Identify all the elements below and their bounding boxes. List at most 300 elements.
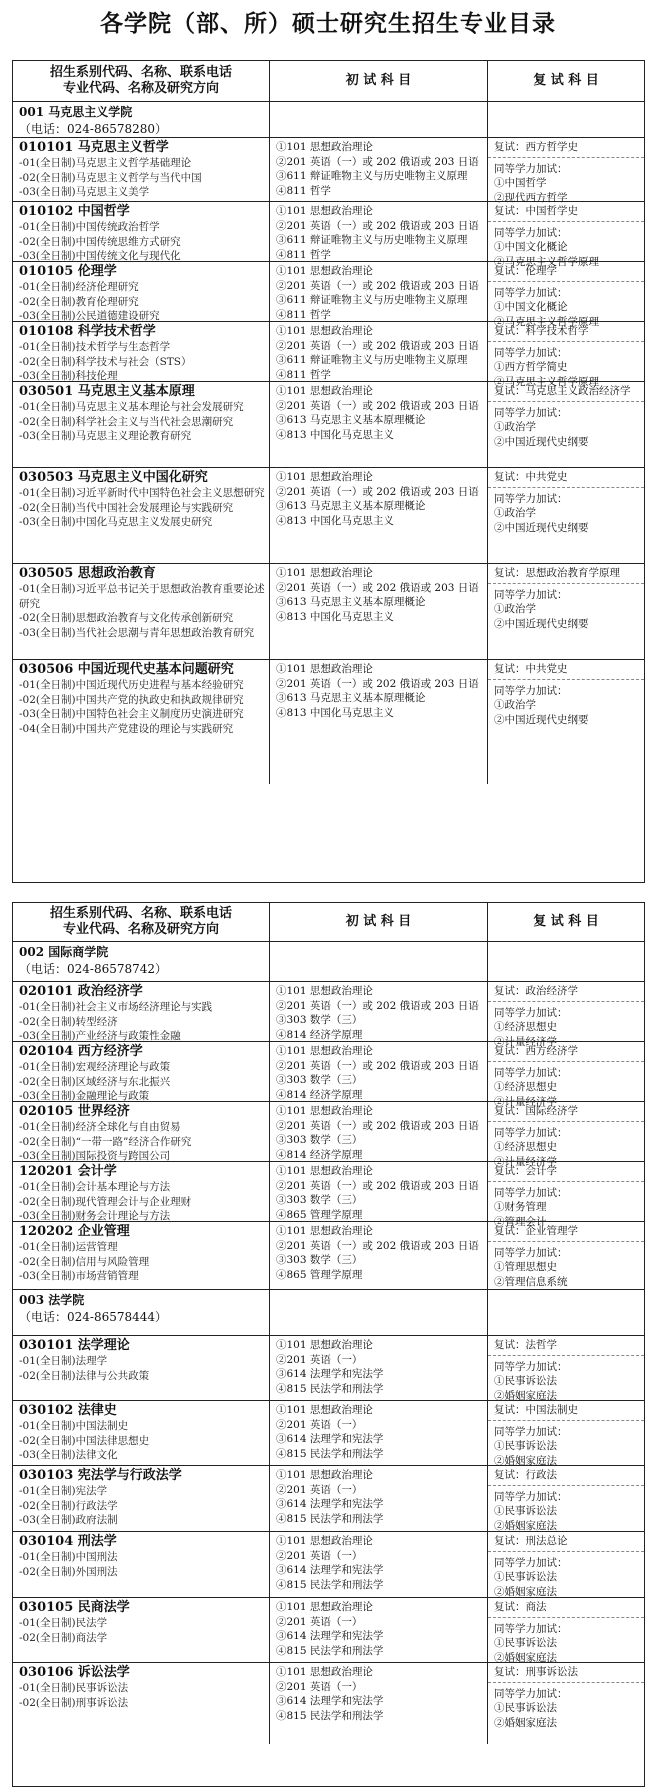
exam-subject: ③614 法理学和宪法学 (276, 1695, 384, 1708)
equivalent-exam-item: 同等学力加试： (494, 1066, 568, 1079)
exam-subject: ④813 中国化马克思主义 (276, 428, 394, 441)
research-direction: -03(全日制)产业经济与政策性金融 (19, 1030, 181, 1043)
equivalent-exam-item: 同等学力加试： (494, 1006, 568, 1019)
research-direction: -02(全日制)教育伦理研究 (19, 295, 139, 308)
exam-subject: ②201 英语（一）或 202 俄语或 203 日语 (276, 677, 479, 690)
program-cell (13, 1466, 270, 1531)
exam-subject: ①101 思想政治理论 (276, 141, 373, 153)
equivalent-exam-item: ①政治学 (494, 603, 536, 616)
equivalent-exam-item: ①经济思想史 (494, 1021, 557, 1034)
research-direction: -02(全日制)现代管理会计与企业理财 (19, 1195, 192, 1208)
exam-subject: ④865 管理学原理 (276, 1208, 363, 1221)
equivalent-exam-item: ①民事诉讼法 (494, 1440, 557, 1453)
retest-cell (488, 1598, 644, 1662)
retest-subject: 复试：西方经济学 (488, 1044, 644, 1062)
major-title: 120202 企业管理 (19, 1224, 130, 1239)
retest-cell (488, 1290, 644, 1335)
program-cell (13, 382, 270, 467)
equivalent-exam-item: 同等学力加试： (494, 1490, 568, 1503)
exam-subject: ③613 马克思主义基本原理概论 (276, 596, 426, 609)
program-cell (13, 1401, 270, 1465)
equivalent-exam-item: 同等学力加试： (494, 492, 568, 505)
program-cell (13, 982, 270, 1041)
equivalent-exam-item: ②中国近现代史纲要 (494, 435, 589, 448)
program-cell (13, 1663, 270, 1744)
exam-subject: ③614 法理学和宪法学 (276, 1433, 384, 1446)
program-cell (13, 262, 270, 321)
research-direction: -01(全日制)马克思主义基本理论与社会发展研究 (19, 401, 244, 413)
initial-exam-cell (270, 1598, 488, 1662)
exam-subject: ④815 民法学和刑法学 (276, 1644, 384, 1657)
equivalent-exam-item: ②婚姻家庭法 (494, 1454, 557, 1467)
retest-cell (488, 1532, 644, 1597)
retest-cell (488, 202, 644, 268)
equivalent-exam-item: 同等学力加试： (494, 1425, 568, 1438)
research-direction: -03(全日制)国际投资与跨国公司 (19, 1150, 171, 1163)
retest-cell (488, 1102, 644, 1168)
research-direction: -01(全日制)民法学 (19, 1617, 108, 1629)
research-direction: -03(全日制)法律文化 (19, 1449, 118, 1462)
equivalent-exam-item: ①政治学 (494, 421, 536, 434)
research-direction: -02(全日制)信用与风险管理 (19, 1255, 150, 1268)
exam-subject: ④813 中国化马克思主义 (276, 706, 394, 719)
equivalent-exam-item: ②婚姻家庭法 (494, 1716, 557, 1729)
major-title: 020104 西方经济学 (19, 1044, 143, 1059)
exam-subject: ④811 哲学 (276, 248, 331, 261)
exam-subject: ②201 英语（一）或 202 俄语或 203 日语 (276, 1119, 479, 1132)
major-row (13, 564, 644, 660)
retest-cell (488, 1663, 644, 1744)
major-title: 030106 诉讼法学 (19, 1665, 130, 1680)
exam-subject: ④815 民法学和刑法学 (276, 1512, 384, 1525)
initial-exam-cell (270, 1336, 488, 1400)
major-title: 030101 法学理论 (19, 1338, 130, 1353)
exam-subject: ③614 法理学和宪法学 (276, 1498, 384, 1511)
exam-subject: ①101 思想政治理论 (276, 1469, 373, 1481)
equivalent-exam-item: 同等学力加试： (494, 226, 568, 239)
research-direction: -02(全日制)中国共产党的执政史和执政规律研究 (19, 693, 244, 706)
program-cell (13, 1290, 270, 1335)
program-cell (13, 1162, 270, 1221)
research-direction: -01(全日制)民事诉讼法 (19, 1682, 129, 1694)
retest-subject: 复试：中国哲学史 (488, 204, 644, 222)
equivalent-exam-item: ①政治学 (494, 507, 536, 520)
exam-subject: ①101 思想政治理论 (276, 1601, 373, 1613)
equivalent-exam-item: ②婚姻家庭法 (494, 1519, 557, 1532)
exam-subject: ③303 数学（三） (276, 1134, 363, 1147)
major-title: 030503 马克思主义中国化研究 (19, 470, 208, 485)
header-col-program: 招生系别代码、名称、联系电话 专业代码、名称及研究方向 (13, 61, 270, 101)
equivalent-exam-item: ②婚姻家庭法 (494, 1585, 557, 1598)
header-col-initial-exam: 初 试 科 目 (270, 61, 488, 101)
catalog-table-2 (12, 902, 645, 1787)
equivalent-exam-item: ①中国文化概论 (494, 241, 568, 254)
exam-subject: ③611 辩证唯物主义与历史唯物主义原理 (276, 234, 468, 247)
research-direction: -01(全日制)社会主义市场经济理论与实践 (19, 1001, 213, 1013)
equivalent-exam-item: ②马克思主义哲学原理 (494, 315, 599, 328)
retest-subject: 复试：中共党史 (488, 470, 644, 488)
initial-exam-cell (270, 1162, 488, 1221)
initial-exam-cell (270, 1401, 488, 1465)
school-row (13, 102, 644, 138)
initial-exam-cell (270, 202, 488, 261)
research-direction: -03(全日制)中国传统文化与现代化 (19, 250, 181, 263)
equivalent-exam-item: ①中国哲学 (494, 177, 547, 190)
research-direction: -03(全日制)中国化马克思主义发展史研究 (19, 516, 213, 529)
initial-exam-cell (270, 1042, 488, 1101)
research-direction: -02(全日制)行政法学 (19, 1499, 118, 1512)
equivalent-exam-item: ②马克思主义哲学原理 (494, 255, 599, 268)
exam-subject: ②201 英语（一）或 202 俄语或 203 日语 (276, 581, 479, 594)
retest-subject: 复试：西方哲学史 (488, 140, 644, 158)
retest-cell (488, 102, 644, 137)
initial-exam-cell (270, 322, 488, 381)
research-direction: -01(全日制)经济伦理研究 (19, 281, 139, 293)
major-row (13, 1598, 644, 1663)
program-cell (13, 202, 270, 261)
exam-subject: ②201 英语（一）或 202 俄语或 203 日语 (276, 219, 479, 232)
program-cell (13, 102, 270, 137)
initial-exam-cell (270, 382, 488, 467)
exam-subject: ①101 思想政治理论 (276, 1666, 373, 1678)
school-phone: （电话：024-86578742） (19, 962, 168, 976)
major-title: 120201 会计学 (19, 1164, 117, 1179)
research-direction: -02(全日制)当代中国社会发展理论与实践研究 (19, 501, 234, 514)
retest-cell (488, 262, 644, 328)
research-direction: -02(全日制)外国刑法 (19, 1565, 118, 1578)
school-name: 003 法学院 (19, 1293, 85, 1307)
research-direction: -02(全日制)中国传统思维方式研究 (19, 235, 181, 248)
exam-subject: ①101 思想政治理论 (276, 567, 373, 579)
research-direction: -01(全日制)宪法学 (19, 1485, 108, 1497)
research-direction: -02(全日制)区域经济与东北振兴 (19, 1075, 171, 1088)
major-row (13, 322, 644, 388)
retest-subject: 复试：政治经济学 (488, 984, 644, 1002)
program-cell (13, 1598, 270, 1662)
major-row (13, 982, 644, 1048)
initial-exam-cell (270, 1466, 488, 1531)
equivalent-exam-item: 同等学力加试： (494, 588, 568, 601)
retest-subject: 复试：法哲学 (488, 1338, 644, 1356)
equivalent-exam-item: ②中国近现代史纲要 (494, 713, 589, 726)
equivalent-exam-item: ②中国近现代史纲要 (494, 617, 589, 630)
research-direction: -02(全日制)刑事诉讼法 (19, 1696, 129, 1709)
equivalent-exam-item: ②现代西方哲学 (494, 191, 568, 204)
equivalent-exam-item: 同等学力加试： (494, 1687, 568, 1700)
header-col-initial-exam: 初 试 科 目 (270, 903, 488, 941)
initial-exam-cell (270, 102, 488, 137)
exam-subject: ③303 数学（三） (276, 1014, 363, 1027)
equivalent-exam-item: 同等学力加试： (494, 684, 568, 697)
major-title: 010108 科学技术哲学 (19, 324, 156, 339)
page-title: 各学院（部、所）硕士研究生招生专业目录 (100, 10, 556, 37)
exam-subject: ④814 经济学原理 (276, 1088, 363, 1101)
initial-exam-cell (270, 982, 488, 1041)
major-row (13, 1663, 644, 1744)
major-row (13, 660, 644, 784)
research-direction: -02(全日制)科学技术与社会（STS） (19, 355, 192, 368)
exam-subject: ④815 民法学和刑法学 (276, 1382, 384, 1395)
program-cell (13, 660, 270, 784)
program-cell (13, 138, 270, 201)
research-direction: -03(全日制)马克思主义美学 (19, 186, 150, 199)
major-title: 010102 中国哲学 (19, 204, 130, 219)
retest-subject: 复试：刑法总论 (488, 1534, 644, 1552)
exam-subject: ①101 思想政治理论 (276, 1535, 373, 1547)
table-header (13, 903, 644, 942)
retest-cell (488, 322, 644, 388)
exam-subject: ①101 思想政治理论 (276, 325, 373, 337)
retest-cell (488, 1401, 644, 1465)
major-row (13, 1222, 644, 1290)
exam-subject: ②201 英语（一） (276, 1615, 363, 1628)
major-title: 030501 马克思主义基本原理 (19, 384, 195, 399)
equivalent-exam-item: ①民事诉讼法 (494, 1702, 557, 1715)
research-direction: -03(全日制)当代社会思潮与青年思想政治教育研究 (19, 626, 255, 639)
research-direction: -01(全日制)中国传统政治哲学 (19, 221, 160, 233)
initial-exam-cell (270, 660, 488, 784)
equivalent-exam-item: ②婚姻家庭法 (494, 1651, 557, 1664)
retest-subject: 复试：行政法 (488, 1468, 644, 1486)
program-cell (13, 1042, 270, 1101)
exam-subject: ①101 思想政治理论 (276, 985, 373, 997)
retest-cell (488, 660, 644, 784)
exam-subject: ②201 英语（一） (276, 1549, 363, 1562)
research-direction: -02(全日制)中国法律思想史 (19, 1434, 150, 1447)
equivalent-exam-item: 同等学力加试： (494, 346, 568, 359)
exam-subject: ②201 英语（一）或 202 俄语或 203 日语 (276, 279, 479, 292)
exam-subject: ③613 马克思主义基本原理概论 (276, 500, 426, 513)
exam-subject: ④811 哲学 (276, 368, 331, 381)
retest-cell (488, 382, 644, 467)
major-row (13, 1532, 644, 1598)
major-row (13, 1102, 644, 1168)
equivalent-exam-item: 同等学力加试： (494, 1126, 568, 1139)
exam-subject: ④811 哲学 (276, 308, 331, 321)
retest-subject: 复试：科学技术哲学 (488, 324, 644, 342)
table-header (13, 61, 644, 102)
research-direction: -02(全日制)科学社会主义与当代社会思潮研究 (19, 415, 234, 428)
equivalent-exam-item: 同等学力加试： (494, 1360, 568, 1373)
exam-subject: ①101 思想政治理论 (276, 205, 373, 217)
major-title: 020101 政治经济学 (19, 984, 143, 999)
header-col-program: 招生系别代码、名称、联系电话 专业代码、名称及研究方向 (13, 903, 270, 941)
research-direction: -01(全日制)会计基本理论与方法 (19, 1181, 171, 1193)
catalog-table-1 (12, 60, 645, 883)
exam-subject: ④814 经济学原理 (276, 1028, 363, 1041)
research-direction: -02(全日制)马克思主义哲学与当代中国 (19, 171, 202, 184)
exam-subject: ②201 英语（一）或 202 俄语或 203 日语 (276, 485, 479, 498)
exam-subject: ④811 哲学 (276, 184, 331, 197)
major-row (13, 382, 644, 468)
school-row (13, 942, 644, 982)
initial-exam-cell (270, 942, 488, 981)
equivalent-exam-item: ①管理思想史 (494, 1261, 557, 1274)
initial-exam-cell (270, 1532, 488, 1597)
retest-cell (488, 1466, 644, 1531)
major-title: 030105 民商法学 (19, 1600, 130, 1615)
exam-subject: ④815 民法学和刑法学 (276, 1447, 384, 1460)
retest-subject: 复试：中共党史 (488, 662, 644, 680)
retest-cell (488, 564, 644, 659)
initial-exam-cell (270, 1290, 488, 1335)
major-row (13, 138, 644, 202)
exam-subject: ①101 思想政治理论 (276, 385, 373, 397)
header-col-retest: 复 试 科 目 (533, 73, 599, 88)
research-direction: -03(全日制)市场营销管理 (19, 1270, 139, 1283)
exam-subject: ②201 英语（一）或 202 俄语或 203 日语 (276, 399, 479, 412)
exam-subject: ②201 英语（一）或 202 俄语或 203 日语 (276, 155, 479, 168)
exam-subject: ②201 英语（一）或 202 俄语或 203 日语 (276, 1239, 479, 1252)
equivalent-exam-item: ①民事诉讼法 (494, 1505, 557, 1518)
equivalent-exam-item: ①民事诉讼法 (494, 1375, 557, 1388)
research-direction: -01(全日制)中国近现代历史进程与基本经验研究 (19, 679, 244, 691)
equivalent-exam-item: ②婚姻家庭法 (494, 1389, 557, 1402)
equivalent-exam-item: 同等学力加试： (494, 162, 568, 175)
exam-subject: ③614 法理学和宪法学 (276, 1368, 384, 1381)
retest-subject: 复试：刑事诉讼法 (488, 1665, 644, 1683)
equivalent-exam-item: ①民事诉讼法 (494, 1637, 557, 1650)
initial-exam-cell (270, 1102, 488, 1161)
research-direction: -01(全日制)马克思主义哲学基础理论 (19, 157, 192, 169)
major-row (13, 202, 644, 268)
research-direction: -03(全日制)政府法制 (19, 1514, 118, 1527)
exam-subject: ③611 辩证唯物主义与历史唯物主义原理 (276, 354, 468, 367)
retest-subject: 复试：国际经济学 (488, 1104, 644, 1122)
retest-subject: 复试：伦理学 (488, 264, 644, 282)
equivalent-exam-item: ②中国近现代史纲要 (494, 521, 589, 534)
header-col-retest: 复 试 科 目 (533, 914, 599, 929)
exam-subject: ③303 数学（三） (276, 1074, 363, 1087)
retest-cell (488, 1162, 644, 1228)
retest-subject: 复试：企业管理学 (488, 1224, 644, 1242)
exam-subject: ②201 英语（一） (276, 1680, 363, 1693)
retest-cell (488, 468, 644, 563)
research-direction: -03(全日制)科技伦理 (19, 370, 118, 383)
equivalent-exam-item: 同等学力加试： (494, 286, 568, 299)
major-row (13, 468, 644, 564)
equivalent-exam-item: 同等学力加试： (494, 1246, 568, 1259)
exam-subject: ①101 思想政治理论 (276, 1339, 373, 1351)
exam-subject: ①101 思想政治理论 (276, 471, 373, 483)
exam-subject: ①101 思想政治理论 (276, 265, 373, 277)
exam-subject: ③611 辩证唯物主义与历史唯物主义原理 (276, 170, 468, 183)
equivalent-exam-item: ②计量经济学 (494, 1095, 557, 1108)
exam-subject: ④815 民法学和刑法学 (276, 1578, 384, 1591)
major-title: 030104 刑法学 (19, 1534, 117, 1549)
research-direction: -03(全日制)中国特色社会主义制度历史演进研究 (19, 708, 244, 721)
retest-subject: 复试：思想政治教育学原理 (488, 566, 644, 584)
exam-subject: ①101 思想政治理论 (276, 663, 373, 675)
research-direction: -01(全日制)经济全球化与自由贸易 (19, 1121, 181, 1133)
equivalent-exam-item: ①民事诉讼法 (494, 1571, 557, 1584)
retest-cell (488, 1336, 644, 1400)
retest-subject: 复试：马克思主义政治经济学 (488, 384, 644, 402)
equivalent-exam-item: 同等学力加试： (494, 1556, 568, 1569)
program-cell (13, 1222, 270, 1289)
research-direction: -04(全日制)中国共产党建设的理论与实践研究 (19, 722, 234, 735)
retest-cell (488, 942, 644, 981)
exam-subject: ④815 民法学和刑法学 (276, 1709, 384, 1722)
exam-subject: ③303 数学（三） (276, 1194, 363, 1207)
equivalent-exam-item: ①中国文化概论 (494, 301, 568, 314)
equivalent-exam-item: ②马克思主义哲学原理 (494, 375, 599, 388)
initial-exam-cell (270, 468, 488, 563)
major-title: 030506 中国近现代史基本问题研究 (19, 662, 234, 677)
equivalent-exam-item: 同等学力加试： (494, 1622, 568, 1635)
school-name: 001 马克思主义学院 (19, 105, 133, 119)
exam-subject: ④813 中国化马克思主义 (276, 610, 394, 623)
major-title: 010105 伦理学 (19, 264, 117, 279)
exam-subject: ①101 思想政治理论 (276, 1105, 373, 1117)
major-row (13, 1042, 644, 1108)
school-phone: （电话：024-86578444） (19, 1310, 168, 1324)
major-title: 010101 马克思主义哲学 (19, 140, 169, 155)
exam-subject: ②201 英语（一） (276, 1418, 363, 1431)
research-direction: -01(全日制)技术哲学与生态哲学 (19, 341, 171, 353)
research-direction: -03(全日制)金融理论与政策 (19, 1090, 150, 1103)
exam-subject: ②201 英语（一）或 202 俄语或 203 日语 (276, 1059, 479, 1072)
program-cell (13, 322, 270, 381)
exam-subject: ②201 英语（一）或 202 俄语或 203 日语 (276, 339, 479, 352)
research-direction: -01(全日制)习近平总书记关于思想政治教育重要论述研究 (19, 583, 265, 610)
exam-subject: ③614 法理学和宪法学 (276, 1630, 384, 1643)
equivalent-exam-item: ①经济思想史 (494, 1081, 557, 1094)
research-direction: -01(全日制)习近平新时代中国特色社会主义思想研究 (19, 487, 265, 499)
research-direction: -02(全日制)思想政治教育与文化传承创新研究 (19, 612, 234, 625)
equivalent-exam-item: ②计量经济学 (494, 1155, 557, 1168)
research-direction: -01(全日制)中国法制史 (19, 1420, 129, 1432)
school-name: 002 国际商学院 (19, 945, 109, 959)
exam-subject: ①101 思想政治理论 (276, 1404, 373, 1416)
equivalent-exam-item: ①政治学 (494, 699, 536, 712)
equivalent-exam-item: ①财务管理 (494, 1201, 547, 1214)
exam-subject: ④813 中国化马克思主义 (276, 514, 394, 527)
initial-exam-cell (270, 138, 488, 201)
school-row (13, 1290, 644, 1336)
retest-cell (488, 982, 644, 1048)
retest-cell (488, 1042, 644, 1108)
exam-subject: ②201 英语（一） (276, 1483, 363, 1496)
retest-cell (488, 1222, 644, 1289)
initial-exam-cell (270, 564, 488, 659)
exam-subject: ③613 马克思主义基本原理概论 (276, 692, 426, 705)
school-phone: （电话：024-86578280） (19, 122, 168, 136)
research-direction: -01(全日制)宏观经济理论与政策 (19, 1061, 171, 1073)
major-title: 030102 法律史 (19, 1403, 117, 1418)
equivalent-exam-item: ①西方哲学简史 (494, 361, 568, 374)
initial-exam-cell (270, 1222, 488, 1289)
exam-subject: ①101 思想政治理论 (276, 1045, 373, 1057)
retest-subject: 复试：中国法制史 (488, 1403, 644, 1421)
retest-cell (488, 138, 644, 204)
program-cell (13, 1336, 270, 1400)
research-direction: -03(全日制)财务会计理论与方法 (19, 1210, 171, 1223)
research-direction: -01(全日制)运营管理 (19, 1241, 118, 1253)
research-direction: -02(全日制)转型经济 (19, 1015, 118, 1028)
program-cell (13, 942, 270, 981)
research-direction: -01(全日制)法理学 (19, 1355, 108, 1367)
exam-subject: ②201 英语（一）或 202 俄语或 203 日语 (276, 999, 479, 1012)
major-row (13, 1401, 644, 1466)
research-direction: -02(全日制)商法学 (19, 1631, 108, 1644)
major-row (13, 1466, 644, 1532)
initial-exam-cell (270, 262, 488, 321)
initial-exam-cell (270, 1663, 488, 1744)
exam-subject: ②201 英语（一）或 202 俄语或 203 日语 (276, 1179, 479, 1192)
equivalent-exam-item: 同等学力加试： (494, 406, 568, 419)
program-cell (13, 1532, 270, 1597)
